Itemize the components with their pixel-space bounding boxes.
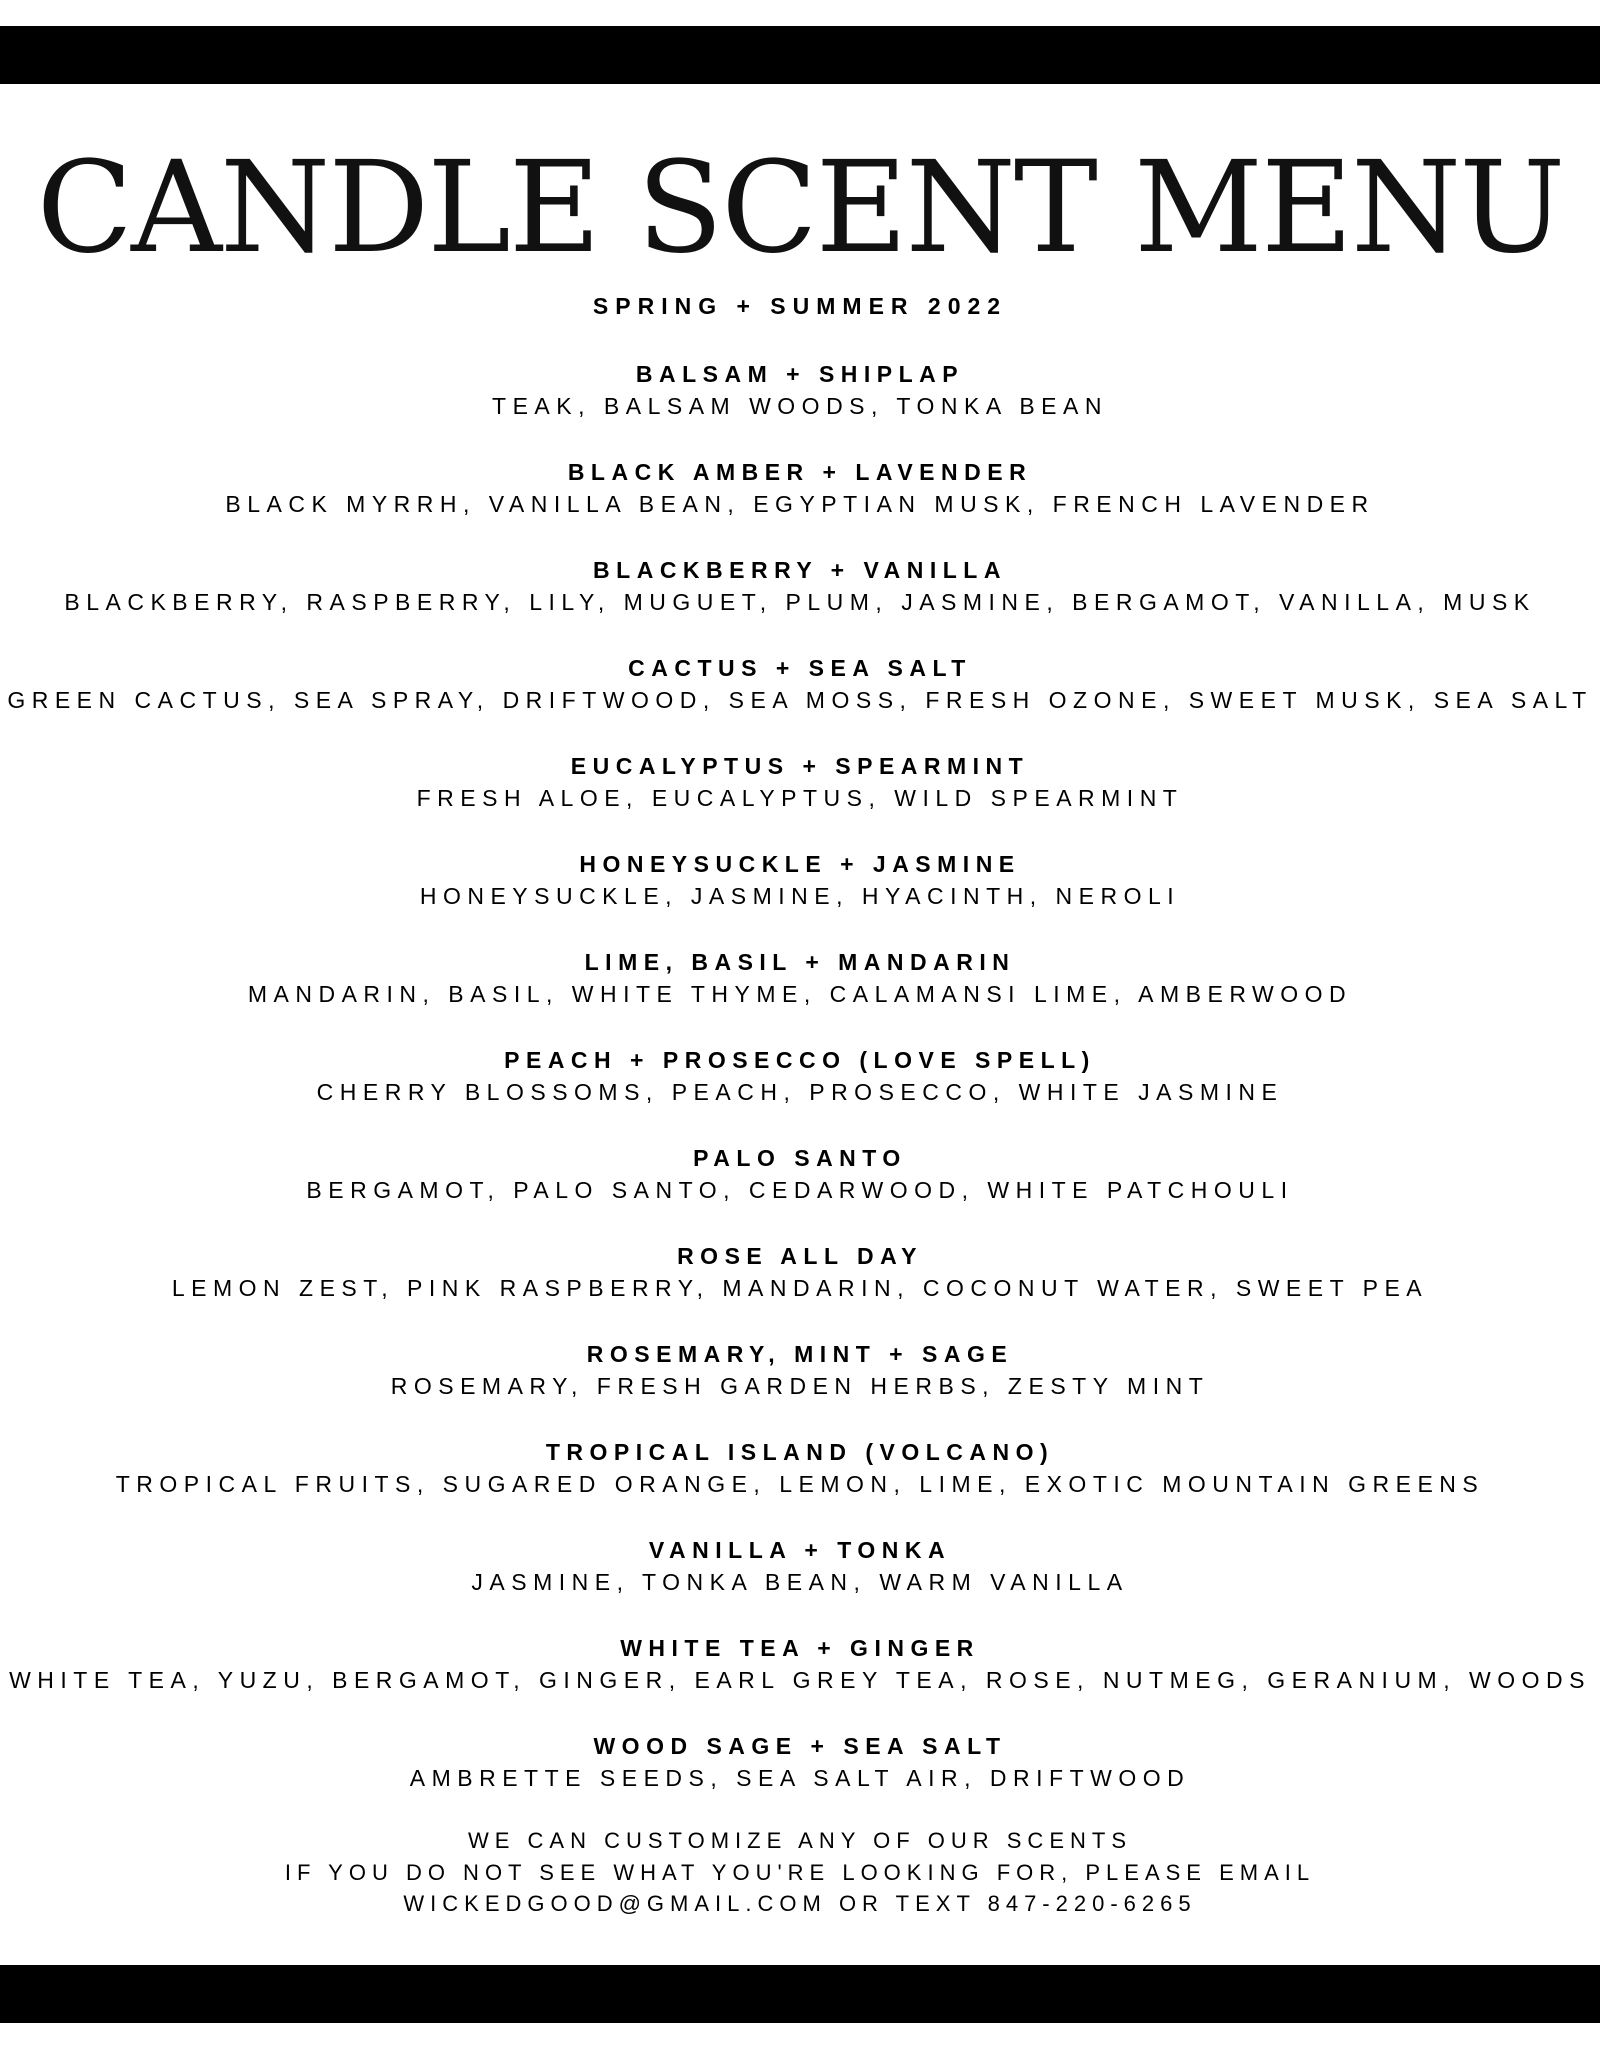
scent-notes: FRESH ALOE, EUCALYPTUS, WILD SPEARMINT bbox=[416, 785, 1184, 811]
scent-notes: BERGAMOT, PALO SANTO, CEDARWOOD, WHITE PATCHOULI bbox=[306, 1177, 1294, 1203]
scent-entry-eucalyptus-spearmint bbox=[0, 750, 1600, 848]
scent-notes: BLACK MYRRH, VANILLA BEAN, EGYPTIAN MUSK, FRENCH LAVENDER bbox=[225, 491, 1375, 517]
scent-name: PEACH + PROSECCO (LOVE SPELL) bbox=[504, 1047, 1096, 1073]
contact-footer bbox=[0, 1825, 1600, 1920]
scent-name: WHITE TEA + GINGER bbox=[620, 1635, 980, 1661]
scent-entry-tropical-island bbox=[0, 1436, 1600, 1534]
scent-entry-cactus-sea-salt bbox=[0, 652, 1600, 750]
scent-entry-white-tea-ginger bbox=[0, 1632, 1600, 1730]
page-title: CANDLE SCENT MENU bbox=[36, 134, 1564, 281]
customize-note: WE CAN CUSTOMIZE ANY OF OUR SCENTS bbox=[467, 1828, 1132, 1853]
contact-info: WICKEDGOOD@GMAIL.COM OR TEXT 847-220-6265 bbox=[403, 1891, 1197, 1916]
top-border-bar bbox=[0, 26, 1600, 84]
scent-name: VANILLA + TONKA bbox=[648, 1537, 952, 1563]
scent-name: LIME, BASIL + MANDARIN bbox=[584, 949, 1016, 975]
scent-entry-peach-prosecco bbox=[0, 1044, 1600, 1142]
scent-notes: ROSEMARY, FRESH GARDEN HERBS, ZESTY MINT bbox=[390, 1373, 1210, 1399]
scent-notes: HONEYSUCKLE, JASMINE, HYACINTH, NEROLI bbox=[419, 883, 1181, 909]
scent-name: ROSE ALL DAY bbox=[677, 1243, 923, 1269]
scent-name: EUCALYPTUS + SPEARMINT bbox=[570, 753, 1030, 779]
scent-notes: AMBRETTE SEEDS, SEA SALT AIR, DRIFTWOOD bbox=[409, 1765, 1191, 1791]
scent-name: PALO SANTO bbox=[693, 1145, 907, 1171]
scent-name: WOOD SAGE + SEA SALT bbox=[593, 1733, 1007, 1759]
scent-entry-rose-all-day bbox=[0, 1240, 1600, 1338]
scent-entry-blackberry-vanilla bbox=[0, 554, 1600, 652]
scent-entry-lime-basil-mandarin bbox=[0, 946, 1600, 1044]
scent-entry-palo-santo bbox=[0, 1142, 1600, 1240]
scent-notes: TROPICAL FRUITS, SUGARED ORANGE, LEMON, LIME, EXOTIC MOUNTAIN GREENS bbox=[115, 1471, 1485, 1497]
scent-name: BLACKBERRY + VANILLA bbox=[593, 557, 1007, 583]
scent-entry-honeysuckle-jasmine bbox=[0, 848, 1600, 946]
scent-name: TROPICAL ISLAND (VOLCANO) bbox=[545, 1439, 1055, 1465]
scent-notes: TEAK, BALSAM WOODS, TONKA BEAN bbox=[492, 393, 1108, 419]
scent-entry-wood-sage-sea-salt bbox=[0, 1730, 1600, 1828]
scent-notes: GREEN CACTUS, SEA SPRAY, DRIFTWOOD, SEA MOSS, FRESH OZONE, SWEET MUSK, SEA SALT bbox=[7, 687, 1593, 713]
scent-entry-black-amber-lavender bbox=[0, 456, 1600, 554]
scent-notes: BLACKBERRY, RASPBERRY, LILY, MUGUET, PLUM, JASMINE, BERGAMOT, VANILLA, MUSK bbox=[64, 589, 1536, 615]
scent-notes: JASMINE, TONKA BEAN, WARM VANILLA bbox=[471, 1569, 1129, 1595]
scent-notes: MANDARIN, BASIL, WHITE THYME, CALAMANSI LIME, AMBERWOOD bbox=[247, 981, 1353, 1007]
email-request-note: IF YOU DO NOT SEE WHAT YOU'RE LOOKING FOR, PLEASE EMAIL bbox=[284, 1859, 1316, 1885]
scent-entry-vanilla-tonka bbox=[0, 1534, 1600, 1632]
scent-notes: CHERRY BLOSSOMS, PEACH, PROSECCO, WHITE JASMINE bbox=[316, 1079, 1284, 1105]
scent-name: BALSAM + SHIPLAP bbox=[635, 361, 965, 387]
season-subtitle: SPRING + SUMMER 2022 bbox=[592, 293, 1008, 319]
scent-entry-balsam-shiplap bbox=[0, 358, 1600, 456]
scent-notes: LEMON ZEST, PINK RASPBERRY, MANDARIN, COCONUT WATER, SWEET PEA bbox=[171, 1275, 1429, 1301]
scent-notes: WHITE TEA, YUZU, BERGAMOT, GINGER, EARL GREY TEA, ROSE, NUTMEG, GERANIUM, WOODS bbox=[9, 1667, 1591, 1693]
scent-name: ROSEMARY, MINT + SAGE bbox=[586, 1341, 1014, 1367]
scent-list bbox=[0, 358, 1600, 1828]
bottom-border-bar bbox=[0, 1965, 1600, 2023]
scent-name: CACTUS + SEA SALT bbox=[628, 655, 972, 681]
scent-name: BLACK AMBER + LAVENDER bbox=[567, 459, 1033, 485]
scent-name: HONEYSUCKLE + JASMINE bbox=[579, 851, 1021, 877]
scent-entry-rosemary-mint-sage bbox=[0, 1338, 1600, 1436]
